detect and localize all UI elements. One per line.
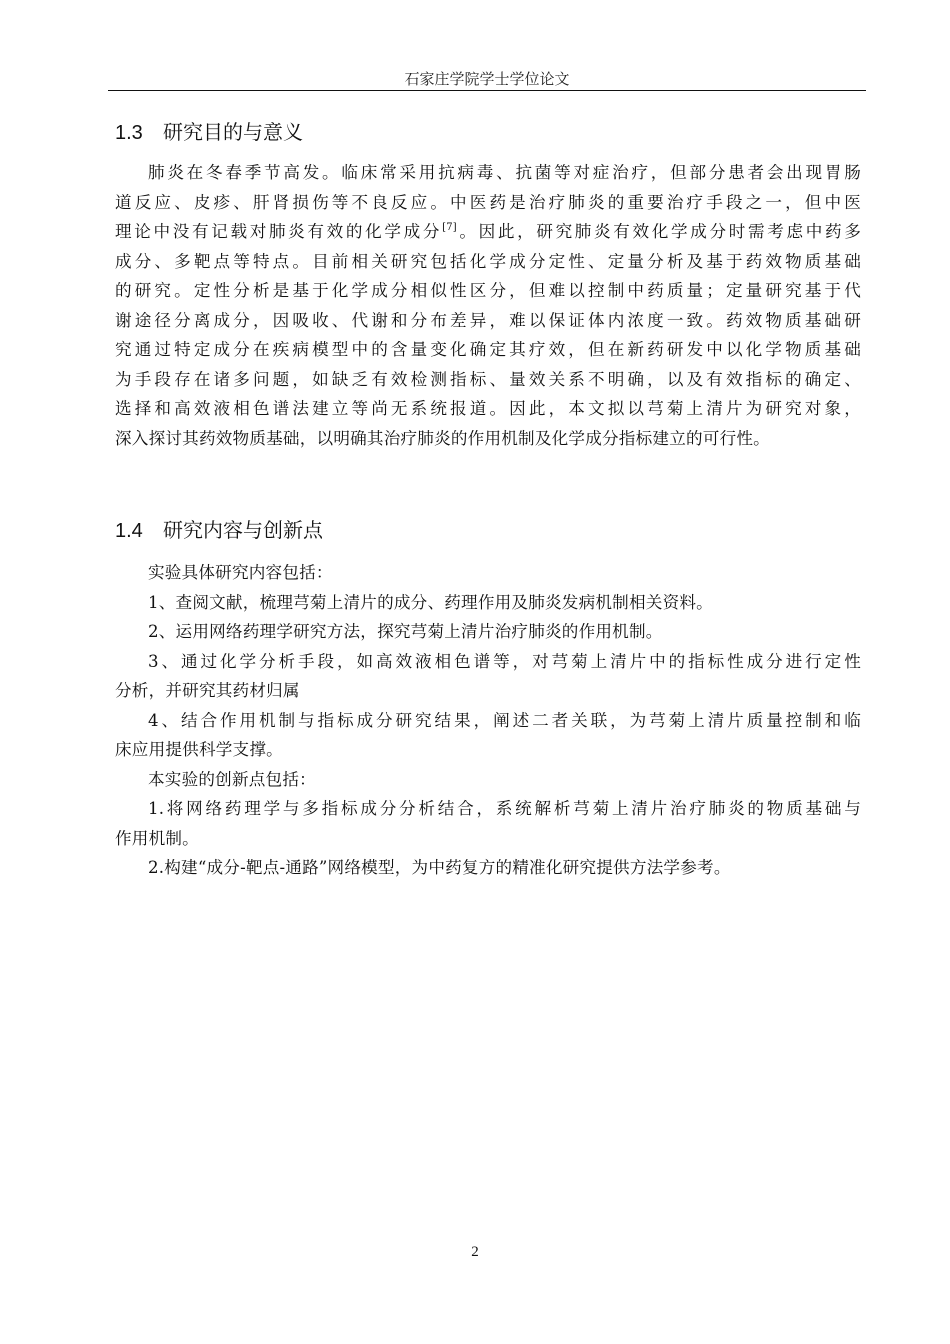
paragraph-line: 道反应、皮疹、肝肾损伤等不良反应。中医药是治疗肺炎的重要治疗手段之一，但中医 xyxy=(115,192,861,212)
list-item: 2.构建“成分-靶点-通路”网络模型，为中药复方的精准化研究提供方法学参考。 xyxy=(148,858,731,877)
section-heading-1-4 xyxy=(115,516,323,545)
paragraph-line: 究通过特定成分在疾病模型中的含量变化确定其疗效，但在新药研发中以化学物质基础 xyxy=(115,340,861,359)
list-item: 2、运用网络药理学研究方法，探究芎菊上清片治疗肺炎的作用机制。 xyxy=(148,622,663,641)
list-item-continuation: 作用机制。 xyxy=(115,828,199,848)
list-item: 3、通过化学分析手段，如高效液相色谱等，对芎菊上清片中的指标性成分进行定性 xyxy=(148,651,861,671)
paragraph-contents xyxy=(115,558,861,883)
paragraph-line: 实验具体研究内容包括： xyxy=(148,563,333,582)
paragraph-purpose xyxy=(115,158,861,453)
paragraph-line: 本实验的创新点包括： xyxy=(148,769,316,789)
list-item-continuation: 分析，并研究其药材归属 xyxy=(115,681,300,700)
list-item: 4、结合作用机制与指标成分研究结果，阐述二者关联，为芎菊上清片质量控制和临 xyxy=(148,710,861,730)
section-number: 1.3 xyxy=(115,122,143,144)
page-header: 石家庄学院学士学位论文 xyxy=(404,70,570,88)
section-title: 研究目的与意义 xyxy=(163,120,303,144)
section-heading-1-3 xyxy=(115,118,303,147)
paragraph-text: 理论中没有记载对肺炎有效的化学成分 xyxy=(115,222,443,241)
citation-marker: [7] xyxy=(442,222,457,233)
paragraph-line: 深入探讨其药效物质基础，以明确其治疗肺炎的作用机制及化学成分指标建立的可行性。 xyxy=(115,428,770,448)
paragraph-line: 的研究。定性分析是基于化学成分相似性区分，但难以控制中药质量；定量研究基于代 xyxy=(115,281,861,300)
section-title: 研究内容与创新点 xyxy=(163,518,323,542)
paragraph-line: 选择和高效液相色谱法建立等尚无系统报道。因此，本文拟以芎菊上清片为研究对象， xyxy=(115,399,861,418)
paragraph-line: 为手段存在诸多问题，如缺乏有效检测指标、量效关系不明确，以及有效指标的确定、 xyxy=(115,369,861,389)
paragraph-line: 肺炎在冬春季节高发。临床常采用抗病毒、抗菌等对症治疗，但部分患者会出现胃肠 xyxy=(148,163,861,182)
paragraph-line: 成分、多靶点等特点。目前相关研究包括化学成分定性、定量分析及基于药效物质基础 xyxy=(115,251,861,271)
list-item: 1、查阅文献，梳理芎菊上清片的成分、药理作用及肺炎发病机制相关资料。 xyxy=(148,592,713,612)
list-item-continuation: 床应用提供科学支撑。 xyxy=(115,740,283,759)
header-divider xyxy=(108,90,866,91)
section-number: 1.4 xyxy=(115,520,143,542)
list-item: 1.将网络药理学与多指标成分分析结合，系统解析芎菊上清片治疗肺炎的物质基础与 xyxy=(148,799,861,818)
paragraph-line: 谢途径分离成分，因吸收、代谢和分布差异，难以保证体内浓度一致。药效物质基础研 xyxy=(115,310,861,330)
paragraph-line xyxy=(115,217,861,247)
paragraph-text: 。因此，研究肺炎有效化学成分时需考虑中药多 xyxy=(456,222,862,241)
page-number: 2 xyxy=(471,1244,479,1260)
